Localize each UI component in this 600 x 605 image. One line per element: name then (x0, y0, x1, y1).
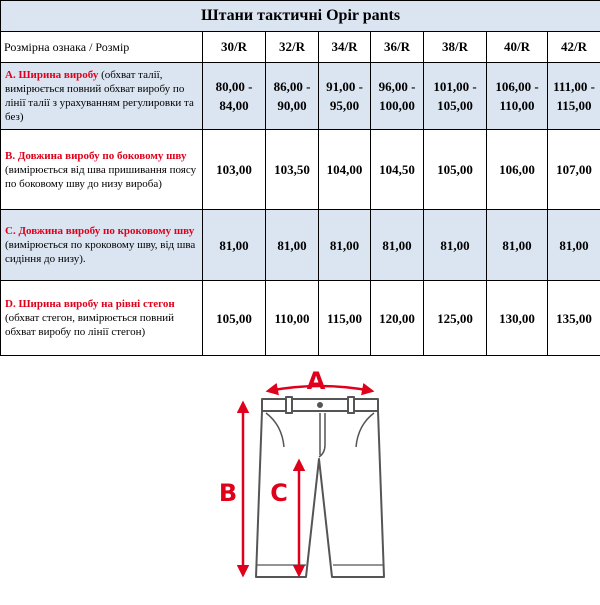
size-value: 103,00 (203, 130, 266, 210)
size-value: 81,00 (487, 210, 548, 281)
measure-description (1, 281, 203, 356)
size-value: 115,00 (319, 281, 371, 356)
size-header: 32/R (266, 32, 319, 63)
header-row (1, 32, 600, 63)
size-header: 34/R (319, 32, 371, 63)
measure-name: В. Довжина виробу по боковому шву (5, 150, 187, 162)
size-value: 81,00 (548, 210, 600, 281)
pants-diagram-svg (0, 355, 600, 600)
measure-desc: (обхват талії, вимірюється повний обхват виробу по лінії талії з урахуванням регулировки та без) (5, 69, 194, 123)
size-value: 106,00 (487, 130, 548, 210)
label-b: B (219, 479, 237, 507)
size-header: 36/R (371, 32, 424, 63)
size-value: 81,00 (203, 210, 266, 281)
size-value: 120,00 (371, 281, 424, 356)
measure-name: D. Ширина виробу на рівні стегон (5, 298, 175, 310)
size-value: 91,00 - 95,00 (319, 63, 371, 130)
size-header: 42/R (548, 32, 600, 63)
size-value: 80,00 - 84,00 (203, 63, 266, 130)
table-row (1, 281, 600, 356)
size-value: 104,00 (319, 130, 371, 210)
size-value: 110,00 (266, 281, 319, 356)
size-value: 135,00 (548, 281, 600, 356)
table-row (1, 210, 600, 281)
pants-diagram (0, 355, 600, 600)
size-value: 81,00 (266, 210, 319, 281)
size-value: 86,00 - 90,00 (266, 63, 319, 130)
size-value: 106,00 - 110,00 (487, 63, 548, 130)
measure-name: С. Довжина виробу по кроковому шву (5, 225, 194, 237)
measure-desc: (обхват стегон, вимірюється повний обхват виробу по лінії стегон) (5, 312, 174, 338)
size-value: 105,00 (203, 281, 266, 356)
measure-description (1, 63, 203, 130)
measure-description (1, 210, 203, 281)
size-header: 40/R (487, 32, 548, 63)
size-header: 38/R (424, 32, 487, 63)
size-value: 81,00 (371, 210, 424, 281)
size-value: 130,00 (487, 281, 548, 356)
size-value: 103,50 (266, 130, 319, 210)
measure-name: А. Ширина виробу (5, 69, 98, 81)
size-value: 81,00 (319, 210, 371, 281)
measure-description (1, 130, 203, 210)
measure-desc: (вимірюється по кроковому шву, від шва сидіння до низу). (5, 239, 195, 265)
size-value: 96,00 - 100,00 (371, 63, 424, 130)
size-value: 111,00 - 115,00 (548, 63, 600, 130)
size-value: 125,00 (424, 281, 487, 356)
table-row (1, 130, 600, 210)
size-value: 101,00 - 105,00 (424, 63, 487, 130)
table-title: Штани тактичні Opir pants (1, 1, 600, 32)
size-header: 30/R (203, 32, 266, 63)
table-row (1, 63, 600, 130)
size-value: 104,50 (371, 130, 424, 210)
header-label: Розмірна ознака / Розмір (1, 32, 203, 63)
label-a: A (307, 367, 326, 395)
size-value: 107,00 (548, 130, 600, 210)
size-value: 81,00 (424, 210, 487, 281)
measure-desc: (вимірюється від шва пришивання поясу по боковому шву до низу вироба) (5, 164, 196, 190)
size-value: 105,00 (424, 130, 487, 210)
label-c: C (270, 479, 288, 507)
